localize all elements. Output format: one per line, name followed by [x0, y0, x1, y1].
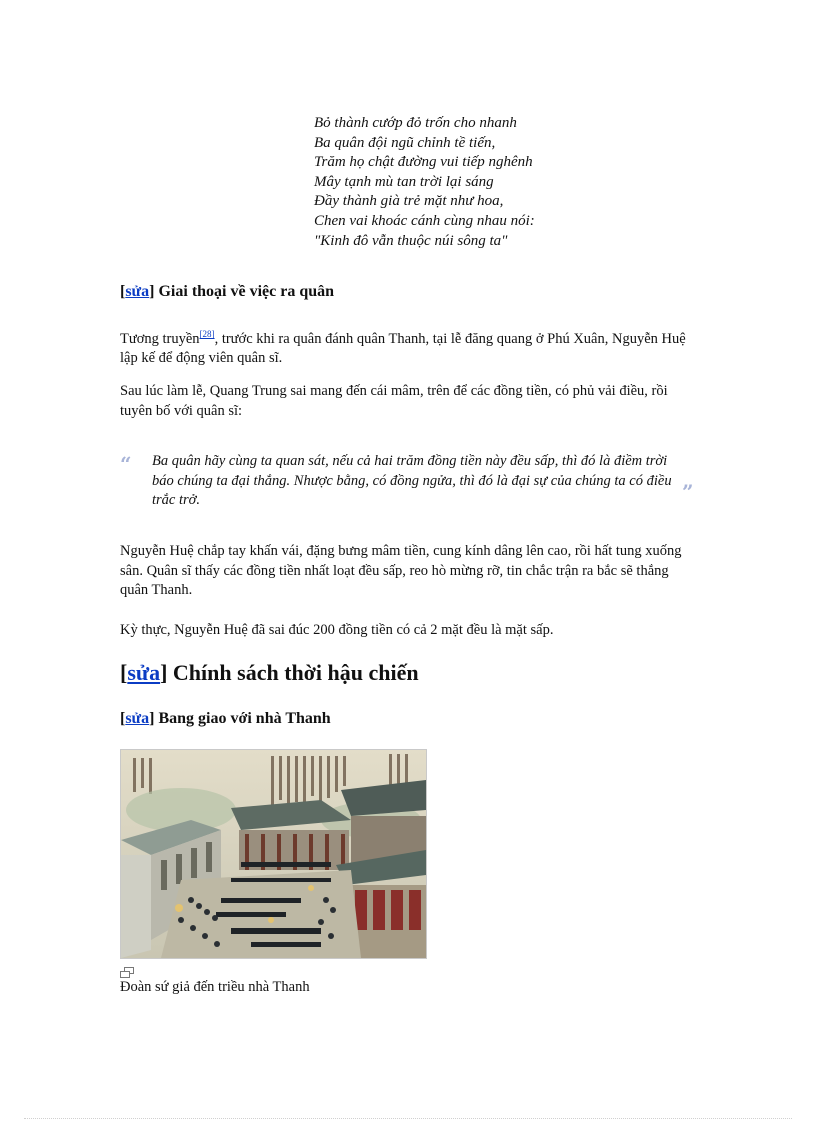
edit-link[interactable]: sửa — [125, 283, 150, 300]
edit-link[interactable]: sửa — [125, 710, 150, 727]
poem-line: Ba quân đội ngũ chỉnh tề tiến, — [314, 134, 496, 151]
image-caption: Đoàn sứ giả đến triều nhà Thanh — [120, 979, 310, 995]
poem-line: Trăm họ chật đường vui tiếp nghênh — [314, 154, 533, 171]
reference-link[interactable]: [28] — [199, 329, 215, 339]
section-heading-bang-giao: [sửa] Bang giao với nhà Thanh — [120, 710, 331, 727]
section-heading-chinh-sach: [sửa] Chính sách thời hậu chiến — [120, 660, 419, 685]
poem-line: Bỏ thành cướp đỏ trốn cho nhanh — [314, 115, 517, 131]
section-title: Bang giao với nhà Thanh — [158, 710, 331, 727]
poem — [314, 114, 535, 251]
paragraph-3: Nguyễn Huệ chắp tay khấn vái, đặng bưng mâm tiền, cung kính dâng lên cao, rồi hất tung xuống sân. Quân sĩ thấy các đồng tiền nhất loạt đều sấp, reo hò mừng rỡ, tin chắc trận ra bắc sẽ thắng quân Thanh. — [120, 543, 682, 598]
page-bottom-divider — [24, 1118, 792, 1119]
painting-image[interactable] — [120, 749, 427, 959]
section-title: Chính sách thời hậu chiến — [172, 660, 419, 685]
section-heading-giai-thoai: [sửa] Giai thoại về việc ra quân — [120, 283, 335, 300]
paragraph-1: Tương truyền[28], trước khi ra quân đánh quân Thanh, tại lễ đăng quang ở Phú Xuân, Nguyễn Huệ lập kế để động viên quân sĩ. — [120, 329, 686, 367]
close-quote-icon: ” — [682, 480, 694, 504]
paragraph-2: Sau lúc làm lễ, Quang Trung sai mang đến cái mâm, trên để các đồng tiền, có phủ vải điều, rồi tuyên bố với quân sĩ: — [120, 383, 668, 419]
section-title: Giai thoại về việc ra quân — [158, 283, 335, 300]
paragraph-4: Kỳ thực, Nguyễn Huệ đã sai đúc 200 đồng tiền có cả 2 mặt đều là mặt sấp. — [120, 622, 554, 638]
blockquote: Ba quân hãy cùng ta quan sát, nếu cả hai trăm đồng tiền này đều sấp, thì đó là điềm trời báo chúng ta đại thắng. Nhược bằng, có đồng ngửa, thì đó là đại sự của chúng ta có điều trắc trở. — [152, 453, 672, 508]
poem-line: Chen vai khoác cánh cùng nhau nói: — [314, 212, 535, 229]
poem-line: "Kinh đô vẫn thuộc núi sông ta" — [314, 232, 508, 249]
edit-link[interactable]: sửa — [127, 660, 161, 685]
poem-line: Đầy thành già trẻ mặt như hoa, — [314, 193, 504, 210]
poem-line: Mây tạnh mù tan trời lại sáng — [314, 173, 494, 190]
open-quote-icon: “ — [120, 452, 132, 476]
